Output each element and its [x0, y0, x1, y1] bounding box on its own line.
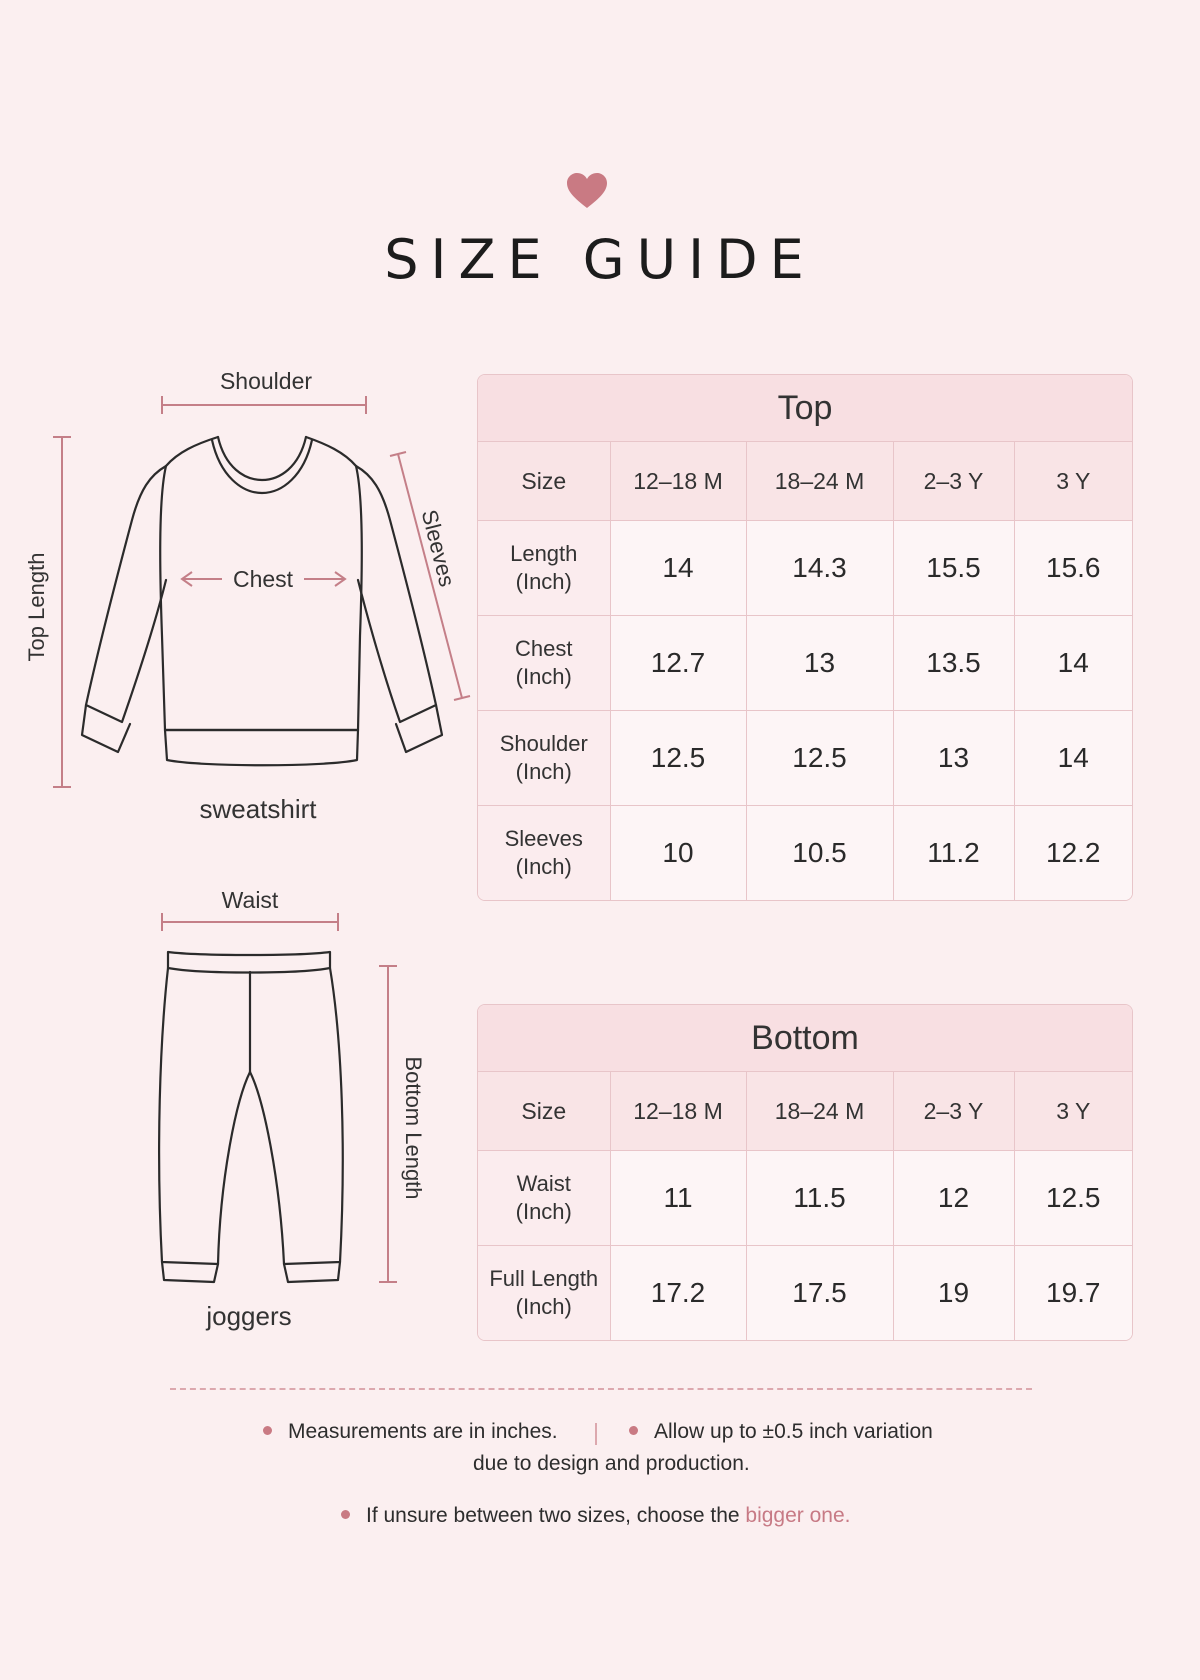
chest-label: Chest	[232, 566, 294, 592]
bullet-dot	[629, 1426, 638, 1435]
note-highlight: bigger one.	[745, 1504, 851, 1527]
bottom-size-table	[477, 1004, 1133, 1341]
header-cell: 12–18 M	[610, 1072, 746, 1151]
row-label-main: Shoulder	[499, 731, 588, 756]
row-label-unit: (Inch)	[515, 1199, 572, 1224]
row-label	[478, 711, 610, 806]
header-cell: 2–3 Y	[893, 442, 1014, 521]
header-cell: 2–3 Y	[893, 1072, 1014, 1151]
table-cell: 14.3	[746, 521, 893, 616]
note-separator	[595, 1423, 597, 1445]
bottom-table-title: Bottom	[478, 1005, 1132, 1072]
table-cell: 14	[1014, 711, 1132, 806]
row-label-main: Waist	[516, 1171, 571, 1196]
row-label-main: Full Length	[489, 1266, 599, 1291]
note-text: If unsure between two sizes, choose the	[366, 1504, 740, 1527]
row-label-unit: (Inch)	[515, 1294, 572, 1319]
header-cell: 18–24 M	[746, 1072, 893, 1151]
row-label-main: Length	[510, 541, 578, 566]
table-cell: 13.5	[893, 616, 1014, 711]
bottom-length-measure-line	[379, 966, 397, 1282]
table-cell: 12.5	[746, 711, 893, 806]
dashed-divider	[170, 1388, 1032, 1390]
header-cell: 12–18 M	[610, 442, 746, 521]
table-cell: 14	[610, 521, 746, 616]
table-cell: 15.5	[893, 521, 1014, 616]
table-cell: 13	[893, 711, 1014, 806]
row-label-main: Chest	[515, 636, 573, 661]
table-header-row	[478, 1072, 1132, 1151]
table-cell: 12.5	[1014, 1151, 1132, 1246]
table-cell: 19	[893, 1246, 1014, 1341]
waist-measure-line	[162, 913, 338, 931]
sweatshirt-outline	[82, 437, 442, 765]
table-cell: 10	[610, 806, 746, 901]
shoulder-label: Shoulder	[219, 368, 313, 394]
table-cell: 17.5	[746, 1246, 893, 1341]
shoulder-measure-line	[162, 396, 366, 414]
table-cell: 11.2	[893, 806, 1014, 901]
table-cell: 10.5	[746, 806, 893, 901]
top-table-title: Top	[478, 375, 1132, 442]
table-row	[478, 616, 1132, 711]
table-cell: 12	[893, 1151, 1014, 1246]
table-cell: 13	[746, 616, 893, 711]
waist-label: Waist	[221, 887, 279, 913]
row-label-unit: (Inch)	[515, 854, 572, 879]
top-size-table	[477, 374, 1133, 901]
table-cell: 12.7	[610, 616, 746, 711]
top-length-measure-line	[53, 437, 71, 787]
table-cell: 11	[610, 1151, 746, 1246]
bullet-dot	[341, 1510, 350, 1519]
joggers-caption: joggers	[206, 1301, 292, 1331]
top-length-label: Top Length	[24, 552, 49, 662]
header-cell: 18–24 M	[746, 442, 893, 521]
note-text: Measurements are in inches.	[288, 1420, 558, 1443]
note-measurements	[263, 1420, 558, 1444]
note-text: Allow up to ±0.5 inch variation	[654, 1420, 933, 1443]
table-cell: 17.2	[610, 1246, 746, 1341]
table-cell: 14	[1014, 616, 1132, 711]
note-sizing-advice	[341, 1504, 851, 1528]
bottom-length-label: Bottom Length	[401, 1056, 426, 1200]
table-cell: 15.6	[1014, 521, 1132, 616]
note-variation-line2: due to design and production.	[473, 1452, 750, 1475]
table-cell: 19.7	[1014, 1246, 1132, 1341]
bullet-dot	[263, 1426, 272, 1435]
header-cell: 3 Y	[1014, 442, 1132, 521]
row-label-unit: (Inch)	[515, 759, 572, 784]
table-row	[478, 1151, 1132, 1246]
page-title: SIZE GUIDE	[384, 228, 816, 291]
row-label-main: Sleeves	[504, 826, 583, 851]
table-row	[478, 521, 1132, 616]
header-cell: 3 Y	[1014, 1072, 1132, 1151]
row-label	[478, 1151, 610, 1246]
table-header-row	[478, 442, 1132, 521]
row-label	[478, 616, 610, 711]
row-label-unit: (Inch)	[515, 664, 572, 689]
row-label	[478, 1246, 610, 1341]
note-variation	[629, 1420, 933, 1444]
table-cell: 12.2	[1014, 806, 1132, 901]
table-row	[478, 806, 1132, 901]
joggers-outline	[159, 952, 343, 1282]
sleeves-label: Sleeves	[416, 507, 460, 590]
row-label	[478, 521, 610, 616]
header-cell: Size	[478, 1072, 610, 1151]
table-row	[478, 711, 1132, 806]
header-cell: Size	[478, 442, 610, 521]
row-label	[478, 806, 610, 901]
sweatshirt-caption: sweatshirt	[199, 794, 317, 824]
row-label-unit: (Inch)	[515, 569, 572, 594]
table-row	[478, 1246, 1132, 1341]
table-cell: 11.5	[746, 1151, 893, 1246]
table-cell: 12.5	[610, 711, 746, 806]
